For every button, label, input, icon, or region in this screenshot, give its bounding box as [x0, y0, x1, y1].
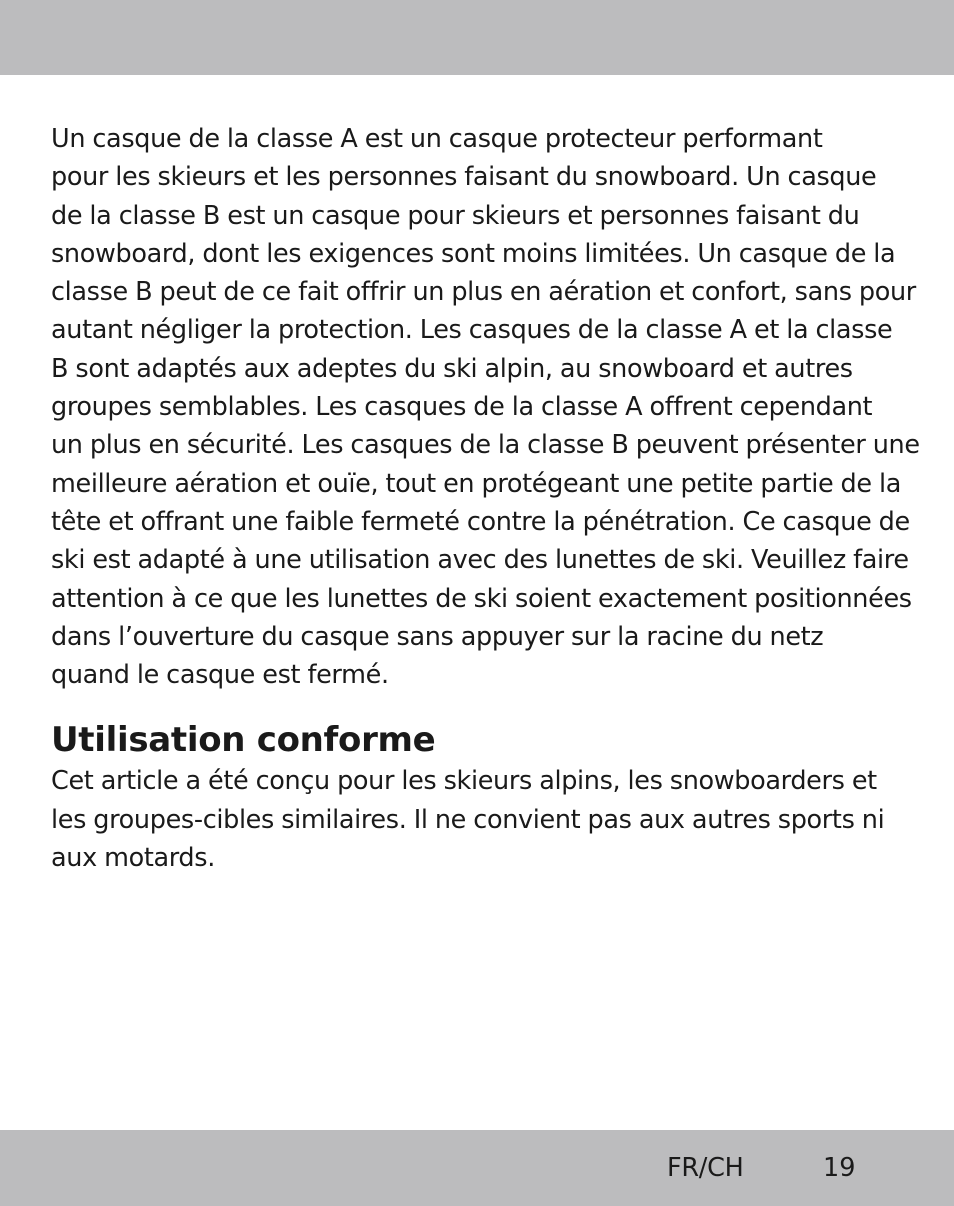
intro-line: pour les skieurs et les personnes faisant du snowboard. Un casque: [51, 162, 877, 193]
intro-line: tête et offrant une faible fermeté contre la pénétration. Ce casque de: [51, 506, 910, 537]
header-band: [0, 0, 954, 75]
intro-line: classe B peut de ce fait offrir un plus en aération et confort, sans pour: [51, 277, 916, 308]
intro-line: attention à ce que les lunettes de ski soient exactement positionnées: [51, 583, 912, 614]
intro-line: Un casque de la classe A est un casque protecteur performant: [51, 124, 823, 154]
intro-paragraph: [51, 120, 920, 694]
page-content: [51, 120, 920, 877]
intro-line: un plus en sécurité. Les casques de la classe B peuvent présenter une: [51, 430, 920, 461]
intro-line: dans l’ouverture du casque sans appuyer sur la racine du netz: [51, 621, 824, 652]
footer-language: FR/CH: [667, 1153, 744, 1183]
section-line: aux motards.: [51, 843, 215, 874]
intro-line: quand le casque est fermé.: [51, 660, 389, 691]
section-line: les groupes-cibles similaires. Il ne convient pas aux autres sports ni: [51, 804, 885, 835]
intro-line: snowboard, dont les exigences sont moins limitées. Un casque de la: [51, 238, 896, 269]
page-number: 19: [823, 1153, 856, 1183]
intro-line: meilleure aération et ouïe, tout en protégeant une petite partie de la: [51, 468, 901, 499]
intro-line: B sont adaptés aux adeptes du ski alpin, au snowboard et autres: [51, 353, 853, 384]
intro-line: de la classe B est un casque pour skieurs et personnes faisant du: [51, 200, 860, 231]
intro-line: autant négliger la protection. Les casques de la classe A et la classe: [51, 315, 893, 346]
intro-line: ski est adapté à une utilisation avec des lunettes de ski. Veuillez faire: [51, 545, 909, 576]
intro-line: groupes semblables. Les casques de la classe A offrent cependant: [51, 392, 873, 423]
section-paragraph: [51, 762, 911, 877]
section-line: Cet article a été conçu pour les skieurs alpins, les snowboarders et: [51, 766, 877, 797]
section-heading: Utilisation conforme: [51, 720, 436, 761]
footer-band: [0, 1130, 954, 1206]
